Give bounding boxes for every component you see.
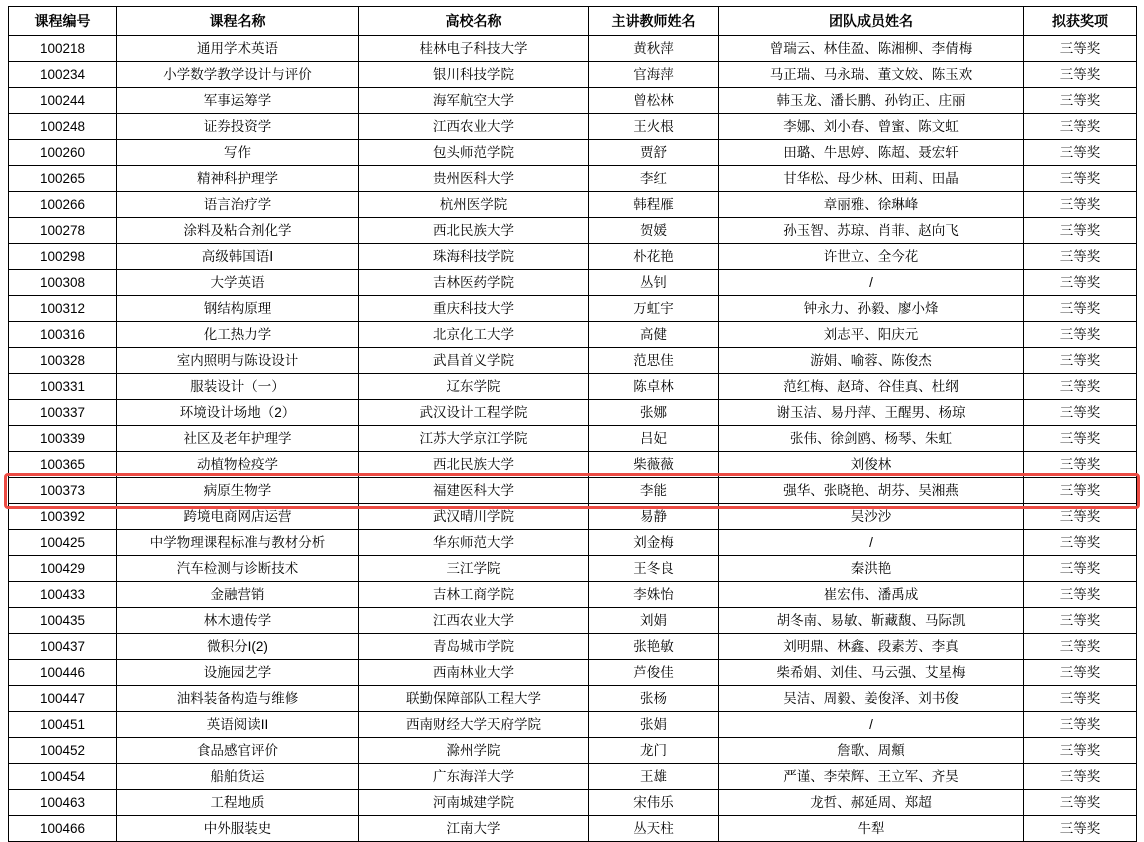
cell-lead-teacher: 贺媛 — [589, 218, 719, 244]
table-row — [9, 452, 1137, 478]
cell-course-name: 船舶货运 — [117, 764, 359, 790]
cell-award: 三等奖 — [1024, 192, 1137, 218]
cell-team-members: 李娜、刘小春、曾蜜、陈文虹 — [719, 114, 1024, 140]
cell-award: 三等奖 — [1024, 608, 1137, 634]
table-row — [9, 504, 1137, 530]
column-header-university: 高校名称 — [359, 7, 589, 36]
cell-course-name: 汽车检测与诊断技术 — [117, 556, 359, 582]
cell-course-code: 100452 — [9, 738, 117, 764]
cell-lead-teacher: 李能 — [589, 478, 719, 504]
cell-lead-teacher: 王火根 — [589, 114, 719, 140]
table-row — [9, 88, 1137, 114]
cell-course-name: 英语阅读II — [117, 712, 359, 738]
cell-lead-teacher: 丛钊 — [589, 270, 719, 296]
cell-course-name: 环境设计场地（2） — [117, 400, 359, 426]
cell-university: 西南财经大学天府学院 — [359, 712, 589, 738]
cell-course-name: 小学数学教学设计与评价 — [117, 62, 359, 88]
table-row — [9, 764, 1137, 790]
cell-team-members: 刘明鼎、林鑫、段素芳、李真 — [719, 634, 1024, 660]
cell-university: 吉林工商学院 — [359, 582, 589, 608]
cell-course-name: 林木遗传学 — [117, 608, 359, 634]
cell-course-code: 100312 — [9, 296, 117, 322]
cell-award: 三等奖 — [1024, 634, 1137, 660]
cell-lead-teacher: 万虹宇 — [589, 296, 719, 322]
cell-award: 三等奖 — [1024, 36, 1137, 62]
cell-university: 贵州医科大学 — [359, 166, 589, 192]
cell-lead-teacher: 范思佳 — [589, 348, 719, 374]
cell-university: 西北民族大学 — [359, 452, 589, 478]
cell-award: 三等奖 — [1024, 374, 1137, 400]
cell-course-name: 服装设计（一） — [117, 374, 359, 400]
cell-award: 三等奖 — [1024, 114, 1137, 140]
cell-course-name: 金融营销 — [117, 582, 359, 608]
cell-team-members: 甘华松、母少林、田莉、田晶 — [719, 166, 1024, 192]
cell-award: 三等奖 — [1024, 400, 1137, 426]
table-row — [9, 530, 1137, 556]
cell-university: 武汉晴川学院 — [359, 504, 589, 530]
table-row — [9, 166, 1137, 192]
cell-team-members: 钟永力、孙毅、廖小烽 — [719, 296, 1024, 322]
cell-lead-teacher: 陈卓林 — [589, 374, 719, 400]
cell-course-name: 精神科护理学 — [117, 166, 359, 192]
column-header-team-members: 团队成员姓名 — [719, 7, 1024, 36]
cell-award: 三等奖 — [1024, 88, 1137, 114]
cell-award: 三等奖 — [1024, 322, 1137, 348]
table-row — [9, 140, 1137, 166]
table-row — [9, 218, 1137, 244]
cell-award: 三等奖 — [1024, 686, 1137, 712]
cell-university: 福建医科大学 — [359, 478, 589, 504]
cell-lead-teacher: 黄秋萍 — [589, 36, 719, 62]
cell-award: 三等奖 — [1024, 62, 1137, 88]
table-row — [9, 608, 1137, 634]
cell-university: 北京化工大学 — [359, 322, 589, 348]
cell-course-name: 中外服装史 — [117, 816, 359, 842]
cell-course-code: 100433 — [9, 582, 117, 608]
cell-lead-teacher: 刘金梅 — [589, 530, 719, 556]
table-row — [9, 712, 1137, 738]
column-header-lead-teacher: 主讲教师姓名 — [589, 7, 719, 36]
cell-lead-teacher: 易静 — [589, 504, 719, 530]
cell-lead-teacher: 吕妃 — [589, 426, 719, 452]
cell-course-name: 动植物检疫学 — [117, 452, 359, 478]
cell-course-name: 钢结构原理 — [117, 296, 359, 322]
table-row — [9, 348, 1137, 374]
cell-course-code: 100218 — [9, 36, 117, 62]
cell-team-members: 田璐、牛思婷、陈超、聂宏轩 — [719, 140, 1024, 166]
cell-course-code: 100260 — [9, 140, 117, 166]
cell-course-name: 大学英语 — [117, 270, 359, 296]
award-table — [8, 6, 1137, 842]
cell-award: 三等奖 — [1024, 218, 1137, 244]
cell-university: 河南城建学院 — [359, 790, 589, 816]
cell-university: 银川科技学院 — [359, 62, 589, 88]
cell-course-name: 通用学术英语 — [117, 36, 359, 62]
cell-award: 三等奖 — [1024, 348, 1137, 374]
cell-team-members: 刘俊林 — [719, 452, 1024, 478]
cell-university: 联勤保障部队工程大学 — [359, 686, 589, 712]
cell-course-name: 室内照明与陈设设计 — [117, 348, 359, 374]
cell-lead-teacher: 丛天柱 — [589, 816, 719, 842]
cell-team-members: / — [719, 712, 1024, 738]
cell-university: 广东海洋大学 — [359, 764, 589, 790]
cell-course-code: 100437 — [9, 634, 117, 660]
cell-lead-teacher: 李姝怡 — [589, 582, 719, 608]
cell-award: 三等奖 — [1024, 556, 1137, 582]
cell-award: 三等奖 — [1024, 764, 1137, 790]
cell-course-code: 100328 — [9, 348, 117, 374]
table-row — [9, 660, 1137, 686]
cell-award: 三等奖 — [1024, 166, 1137, 192]
cell-lead-teacher: 张杨 — [589, 686, 719, 712]
cell-lead-teacher: 柴薇薇 — [589, 452, 719, 478]
cell-lead-teacher: 刘娟 — [589, 608, 719, 634]
table-row — [9, 582, 1137, 608]
cell-course-code: 100425 — [9, 530, 117, 556]
cell-lead-teacher: 王雄 — [589, 764, 719, 790]
cell-course-code: 100278 — [9, 218, 117, 244]
cell-university: 西南林业大学 — [359, 660, 589, 686]
cell-lead-teacher: 韩程雁 — [589, 192, 719, 218]
cell-course-name: 高级韩国语Ⅰ — [117, 244, 359, 270]
column-header-course-name: 课程名称 — [117, 7, 359, 36]
cell-team-members: 吴洁、周毅、姜俊泽、刘书俊 — [719, 686, 1024, 712]
table-row — [9, 816, 1137, 842]
column-header-course-code: 课程编号 — [9, 7, 117, 36]
cell-award: 三等奖 — [1024, 244, 1137, 270]
cell-lead-teacher: 曾松林 — [589, 88, 719, 114]
cell-team-members: 崔宏伟、潘禹成 — [719, 582, 1024, 608]
cell-course-code: 100308 — [9, 270, 117, 296]
cell-award: 三等奖 — [1024, 426, 1137, 452]
cell-team-members: 詹歌、周頫 — [719, 738, 1024, 764]
table-row — [9, 686, 1137, 712]
table-row — [9, 790, 1137, 816]
cell-team-members: 谢玉洁、易丹萍、王醒男、杨琼 — [719, 400, 1024, 426]
cell-lead-teacher: 李红 — [589, 166, 719, 192]
cell-course-name: 化工热力学 — [117, 322, 359, 348]
cell-university: 武汉设计工程学院 — [359, 400, 589, 426]
cell-team-members: 秦洪艳 — [719, 556, 1024, 582]
cell-course-code: 100337 — [9, 400, 117, 426]
cell-award: 三等奖 — [1024, 660, 1137, 686]
cell-university: 华东师范大学 — [359, 530, 589, 556]
cell-lead-teacher: 张艳敏 — [589, 634, 719, 660]
cell-lead-teacher: 官海萍 — [589, 62, 719, 88]
cell-course-code: 100463 — [9, 790, 117, 816]
cell-team-members: 龙哲、郝延周、郑超 — [719, 790, 1024, 816]
cell-course-code: 100392 — [9, 504, 117, 530]
cell-university: 海军航空大学 — [359, 88, 589, 114]
table-row — [9, 62, 1137, 88]
table-header-row — [9, 7, 1137, 36]
cell-award: 三等奖 — [1024, 478, 1137, 504]
cell-team-members: 强华、张晓艳、胡芬、吴湘燕 — [719, 478, 1024, 504]
table-body — [9, 36, 1137, 842]
table-row — [9, 738, 1137, 764]
cell-course-name: 工程地质 — [117, 790, 359, 816]
cell-course-code: 100466 — [9, 816, 117, 842]
cell-course-name: 跨境电商网店运营 — [117, 504, 359, 530]
cell-award: 三等奖 — [1024, 712, 1137, 738]
cell-university: 珠海科技学院 — [359, 244, 589, 270]
cell-lead-teacher: 张娟 — [589, 712, 719, 738]
cell-lead-teacher: 高健 — [589, 322, 719, 348]
cell-course-code: 100435 — [9, 608, 117, 634]
cell-team-members: 韩玉龙、潘长鹏、孙钧正、庄丽 — [719, 88, 1024, 114]
cell-course-name: 中学物理课程标准与教材分析 — [117, 530, 359, 556]
cell-university: 武昌首义学院 — [359, 348, 589, 374]
cell-team-members: 张伟、徐剑鸥、杨琴、朱虹 — [719, 426, 1024, 452]
cell-team-members: 章丽雅、徐琳峰 — [719, 192, 1024, 218]
table-row-highlighted — [9, 478, 1137, 504]
cell-team-members: 孙玉智、苏琼、肖菲、赵向飞 — [719, 218, 1024, 244]
cell-lead-teacher: 宋伟乐 — [589, 790, 719, 816]
table-row — [9, 192, 1137, 218]
cell-university: 江西农业大学 — [359, 608, 589, 634]
cell-course-code: 100429 — [9, 556, 117, 582]
cell-team-members: 柴希娟、刘佳、马云强、艾星梅 — [719, 660, 1024, 686]
cell-award: 三等奖 — [1024, 738, 1137, 764]
cell-lead-teacher: 龙门 — [589, 738, 719, 764]
cell-university: 江南大学 — [359, 816, 589, 842]
cell-team-members: 牛犁 — [719, 816, 1024, 842]
cell-team-members: 刘志平、阳庆元 — [719, 322, 1024, 348]
cell-university: 包头师范学院 — [359, 140, 589, 166]
cell-team-members: / — [719, 270, 1024, 296]
table-row — [9, 270, 1137, 296]
cell-course-code: 100446 — [9, 660, 117, 686]
table-header — [9, 7, 1137, 36]
cell-award: 三等奖 — [1024, 582, 1137, 608]
cell-award: 三等奖 — [1024, 504, 1137, 530]
cell-lead-teacher: 王冬良 — [589, 556, 719, 582]
cell-course-name: 油料装备构造与维修 — [117, 686, 359, 712]
cell-award: 三等奖 — [1024, 270, 1137, 296]
cell-course-code: 100265 — [9, 166, 117, 192]
cell-university: 三江学院 — [359, 556, 589, 582]
table-row — [9, 426, 1137, 452]
cell-award: 三等奖 — [1024, 452, 1137, 478]
table-row — [9, 244, 1137, 270]
cell-university: 滁州学院 — [359, 738, 589, 764]
cell-university: 西北民族大学 — [359, 218, 589, 244]
cell-lead-teacher: 芦俊佳 — [589, 660, 719, 686]
cell-team-members: 吴沙沙 — [719, 504, 1024, 530]
cell-course-name: 微积分I(2) — [117, 634, 359, 660]
cell-course-name: 写作 — [117, 140, 359, 166]
cell-course-code: 100244 — [9, 88, 117, 114]
cell-course-name: 军事运筹学 — [117, 88, 359, 114]
table-row — [9, 36, 1137, 62]
cell-course-name: 社区及老年护理学 — [117, 426, 359, 452]
cell-award: 三等奖 — [1024, 790, 1137, 816]
cell-lead-teacher: 朴花艳 — [589, 244, 719, 270]
cell-team-members: 许世立、全今花 — [719, 244, 1024, 270]
cell-award: 三等奖 — [1024, 530, 1137, 556]
cell-course-name: 食品感官评价 — [117, 738, 359, 764]
cell-course-code: 100339 — [9, 426, 117, 452]
cell-course-name: 设施园艺学 — [117, 660, 359, 686]
table-row — [9, 296, 1137, 322]
table-row — [9, 556, 1137, 582]
column-header-award: 拟获奖项 — [1024, 7, 1137, 36]
cell-lead-teacher: 张娜 — [589, 400, 719, 426]
cell-award: 三等奖 — [1024, 140, 1137, 166]
cell-course-name: 涂料及粘合剂化学 — [117, 218, 359, 244]
cell-course-code: 100454 — [9, 764, 117, 790]
cell-award: 三等奖 — [1024, 816, 1137, 842]
cell-course-code: 100266 — [9, 192, 117, 218]
table-row — [9, 374, 1137, 400]
cell-course-name: 证券投资学 — [117, 114, 359, 140]
cell-university: 重庆科技大学 — [359, 296, 589, 322]
cell-course-code: 100451 — [9, 712, 117, 738]
table-row — [9, 322, 1137, 348]
cell-course-name: 病原生物学 — [117, 478, 359, 504]
cell-team-members: 游娟、喻蓉、陈俊杰 — [719, 348, 1024, 374]
table-row — [9, 114, 1137, 140]
cell-award: 三等奖 — [1024, 296, 1137, 322]
table-row — [9, 400, 1137, 426]
cell-course-code: 100447 — [9, 686, 117, 712]
cell-university: 辽东学院 — [359, 374, 589, 400]
table-row — [9, 634, 1137, 660]
cell-university: 杭州医学院 — [359, 192, 589, 218]
cell-course-name: 语言治疗学 — [117, 192, 359, 218]
cell-course-code: 100365 — [9, 452, 117, 478]
cell-course-code: 100298 — [9, 244, 117, 270]
cell-university: 吉林医药学院 — [359, 270, 589, 296]
cell-team-members: 范红梅、赵琦、谷佳真、杜纲 — [719, 374, 1024, 400]
cell-course-code: 100331 — [9, 374, 117, 400]
cell-university: 江苏大学京江学院 — [359, 426, 589, 452]
cell-lead-teacher: 贾舒 — [589, 140, 719, 166]
cell-university: 桂林电子科技大学 — [359, 36, 589, 62]
cell-team-members: 马正瑞、马永瑞、董文姣、陈玉欢 — [719, 62, 1024, 88]
cell-course-code: 100316 — [9, 322, 117, 348]
cell-course-code: 100248 — [9, 114, 117, 140]
cell-university: 江西农业大学 — [359, 114, 589, 140]
cell-university: 青岛城市学院 — [359, 634, 589, 660]
cell-team-members: 严谨、李荣辉、王立军、齐昊 — [719, 764, 1024, 790]
cell-team-members: / — [719, 530, 1024, 556]
cell-team-members: 胡冬南、易敏、靳藏馥、马际凯 — [719, 608, 1024, 634]
cell-course-code: 100234 — [9, 62, 117, 88]
cell-team-members: 曾瑞云、林佳盈、陈湘柳、李倩梅 — [719, 36, 1024, 62]
cell-course-code: 100373 — [9, 478, 117, 504]
